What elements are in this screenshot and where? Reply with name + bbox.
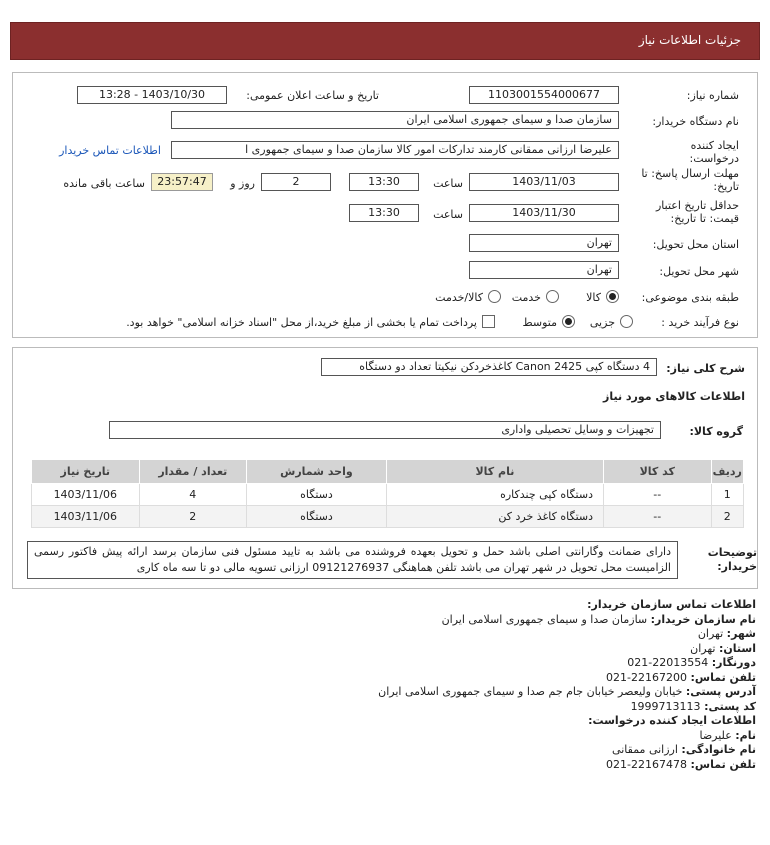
category-option-goods: کالا [586,291,601,304]
description-field: 4 دستگاه کپی Canon 2425 کاغذخردکن نیکیتا تعداد دو دستگاه [321,358,657,376]
province-label: استان محل تحویل: [652,238,739,251]
city-label: شهر محل تحویل: [659,265,739,278]
cell-unit: دستگاه [247,484,387,506]
buyer-org-field: سازمان صدا و سیمای جمهوری اسلامی ایران [171,111,619,129]
goods-table-header [32,460,744,484]
goods-table [31,459,744,528]
table-row [32,506,744,528]
description-label: شرح کلی نیاز: [666,362,745,375]
cell-name: دستگاه کاغذ خرد کن [386,506,603,528]
need-number-label: شماره نیاز: [686,89,739,102]
buyer-postal-label: کد پستی: [704,699,756,713]
remaining-timer: 23:57:47 [151,173,213,191]
buyer-city-label: شهر: [726,627,756,640]
deadline-label: مهلت ارسال پاسخ: تا تاریخ: [641,167,739,193]
buyer-province: تهران [690,641,716,655]
cell-unit: دستگاه [247,506,387,528]
goods-group-field: تجهیزات و وسایل تحصیلی واداری [109,421,661,439]
validity-time-label: ساعت [433,208,463,221]
payment-note: پرداخت تمام یا بخشی از مبلغ خرید،از محل "اسناد خزانه اسلامی" خواهد بود. [126,316,477,329]
table-row [32,484,744,506]
days-field: 2 [261,173,331,191]
buyer-notes-field: دارای ضمانت وگارانتی اصلی باشد حمل و تحویل بعهده فروشنده می باشد به تایید مسئول فنی سازمان برسد ارائه پیش فاکتور رسمی الزامیست محل تحویل در شهر تهران می باشد تلفن هماهنگی 09121276937 ارزانی تسویه مالی دو تا سه ماه کاری [27,541,678,579]
buyer-province-label: استان: [719,641,756,655]
remaining-label: ساعت باقی مانده [63,177,145,190]
cell-qty: 2 [139,506,247,528]
buyer-fax: 22013554-021 [627,656,709,669]
days-label: روز و [230,177,255,190]
buyer-phone: 22167200-021 [606,670,688,684]
goods-group-label: گروه کالا: [689,425,743,438]
deadline-time-field: 13:30 [349,173,419,191]
buyer-fax-label: دورنگار: [711,656,756,669]
cell-qty: 4 [139,484,247,506]
col-row: ردیف [711,460,743,484]
process-option-medium: متوسط [522,316,557,329]
announce-field: 1403/10/30 - 13:28 [77,86,227,104]
col-date: تاریخ نیاز [32,460,140,484]
buyer-org-name: سازمان صدا و سیمای جمهوری اسلامی ایران [441,612,648,626]
creator-family-label: نام خانوادگی: [681,743,756,756]
buyer-postal: 1999713113 [630,699,701,713]
page-title: جزئیات اطلاعات نیاز [638,33,741,47]
buyer-address-label: آدرس پستی: [685,685,756,698]
deadline-date-field: 1403/11/03 [469,173,619,191]
city-field: تهران [469,261,619,279]
buyer-contact-link[interactable]: اطلاعات تماس خریدار [59,144,161,157]
need-number-field: 1103001554000677 [469,86,619,104]
contact-info [16,598,756,772]
treasury-checkbox[interactable] [482,315,495,328]
creator-family: ارزانی ممقانی [612,743,678,756]
buyer-contact-title: اطلاعات تماس سازمان خریدار: [587,598,756,611]
validity-date-field: 1403/11/30 [469,204,619,222]
buyer-city: تهران [697,627,724,640]
validity-label: حداقل تاریخ اعتبار قیمت: تا تاریخ: [655,199,739,225]
category-radio-goods-service[interactable] [488,290,501,303]
goods-section-title: اطلاعات کالاهای مورد نیاز [603,390,745,403]
province-field: تهران [469,234,619,252]
process-option-minor: جزیی [589,316,615,329]
col-name: نام کالا [386,460,603,484]
process-label: نوع فرآیند خرید : [661,316,739,329]
creator-phone: 22167478-021 [606,757,688,771]
category-option-goods-service: کالا/خدمت [435,291,483,304]
creator-contact-title: اطلاعات ایجاد کننده درخواست: [588,714,756,727]
buyer-phone-label: تلفن تماس: [690,670,756,684]
creator-field: علیرضا ارزانی ممقانی کارمند تدارکات امور کالا سازمان صدا و سیمای جمهوری ا [171,141,619,159]
category-radio-service[interactable] [546,290,559,303]
buyer-org-label: نام دستگاه خریدار: [652,115,739,128]
creator-label: ایجاد کننده درخواست: [689,139,739,165]
category-label: طبقه بندی موضوعی: [641,291,739,304]
category-option-service: خدمت [511,291,541,304]
page-header [10,22,760,60]
announce-label: تاریخ و ساعت اعلان عمومی: [246,89,379,102]
process-radio-minor[interactable] [620,315,633,328]
col-unit: واحد شمارش [247,460,387,484]
cell-row: 1 [711,484,743,506]
cell-date: 1403/11/06 [32,506,140,528]
cell-code: -- [604,506,712,528]
deadline-time-label: ساعت [433,177,463,190]
cell-code: -- [604,484,712,506]
buyer-notes-label: توضیحات خریدار: [707,546,757,573]
category-radio-goods[interactable] [606,290,619,303]
goods-panel [12,347,758,589]
buyer-org-name-label: نام سازمان خریدار: [650,612,756,626]
validity-time-field: 13:30 [349,204,419,222]
cell-row: 2 [711,506,743,528]
cell-name: دستگاه کپی چندکاره [386,484,603,506]
process-radio-medium[interactable] [562,315,575,328]
creator-name-label: نام: [735,728,756,742]
buyer-address: خیابان ولیعصر خیابان جام جم صدا و سیمای جمهوری اسلامی ایران [378,685,683,698]
creator-name: علیرضا [699,728,732,742]
need-details-panel [12,72,758,338]
creator-phone-label: تلفن تماس: [690,757,756,771]
col-code: کد کالا [604,460,712,484]
col-qty: تعداد / مقدار [139,460,247,484]
cell-date: 1403/11/06 [32,484,140,506]
